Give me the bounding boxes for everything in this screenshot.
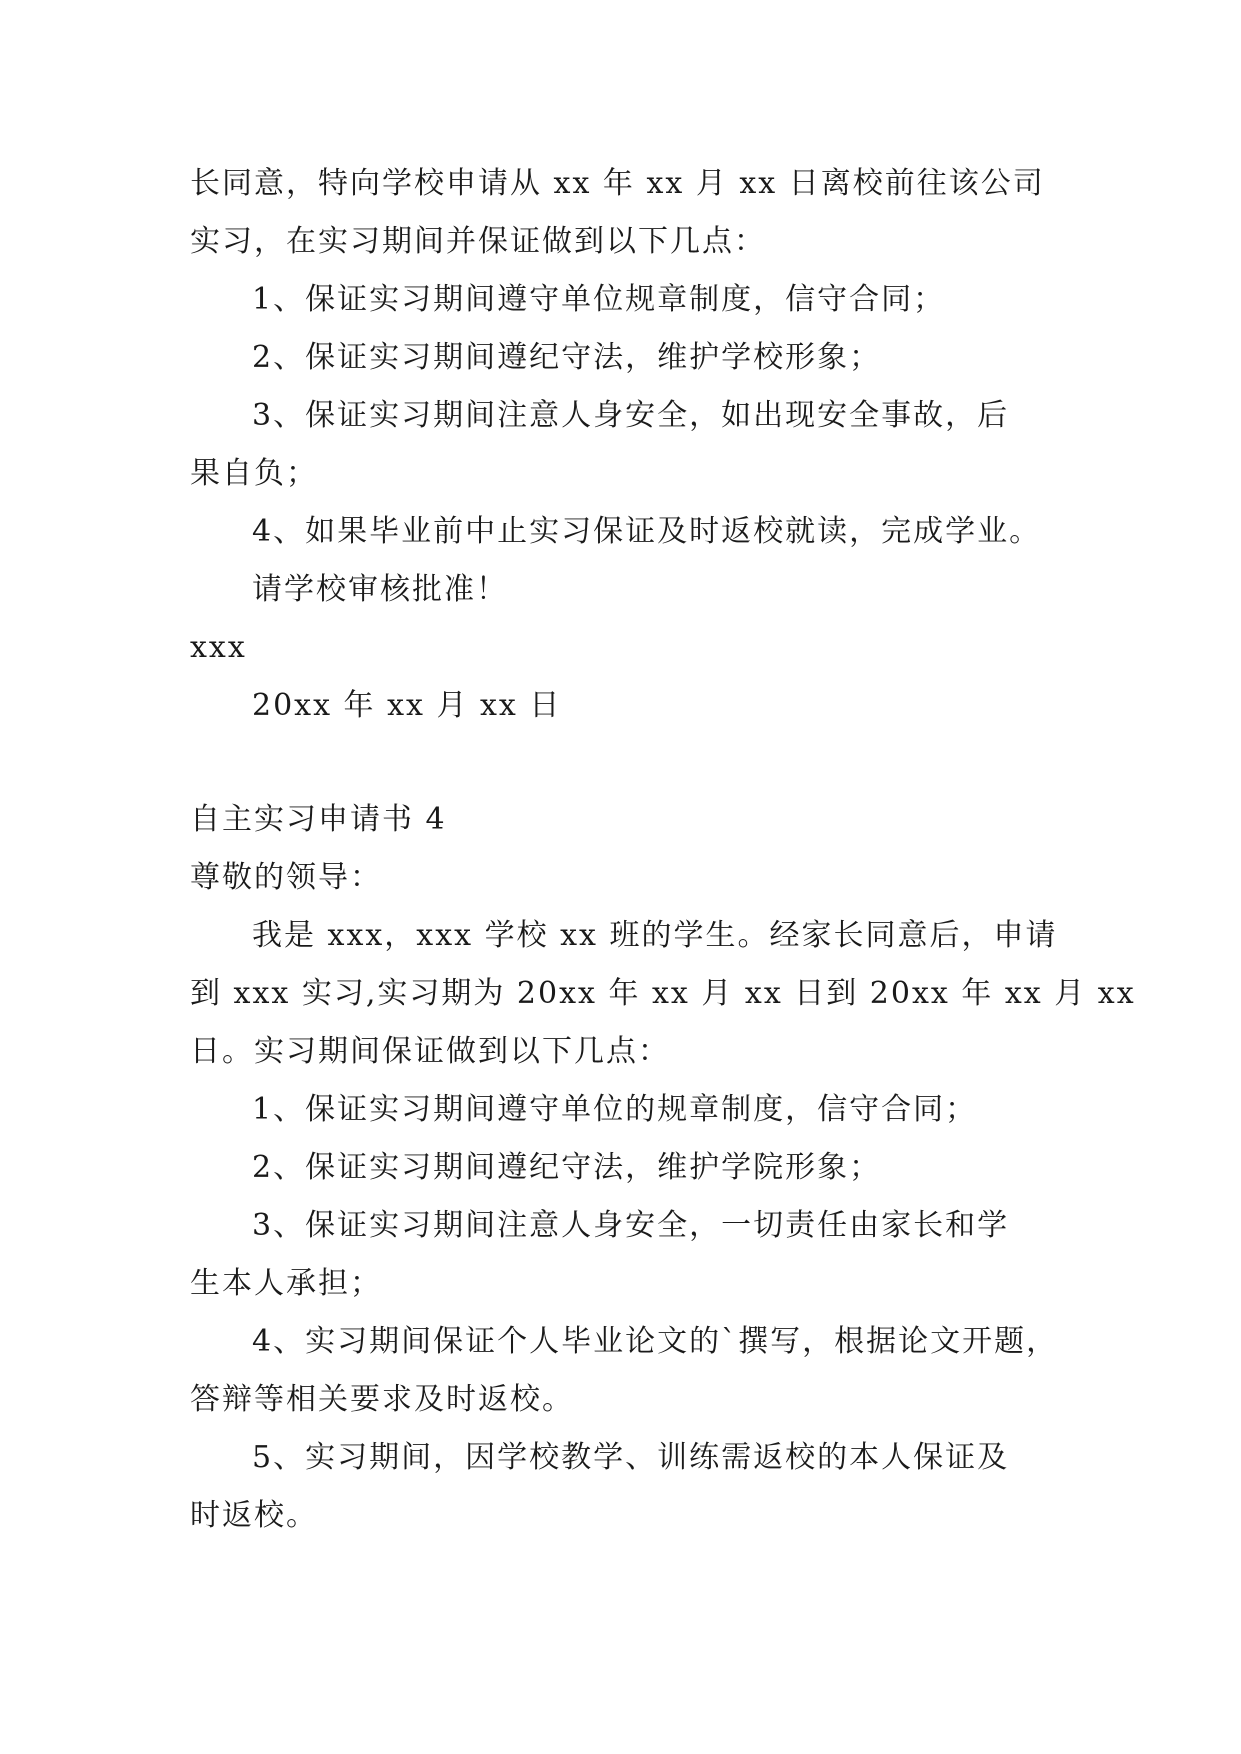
body-text-line: 长同意，特向学校申请从 xx 年 xx 月 xx 日离校前往该公司 [190,166,1045,201]
list-item: 2、保证实习期间遵纪守法，维护学院形象； [252,1150,882,1185]
list-item: 1、保证实习期间遵守单位规章制度，信守合同； [252,282,946,317]
body-text-line: 日。实习期间保证做到以下几点： [190,1034,670,1069]
signature-date: 20xx 年 xx 月 xx 日 [252,688,562,723]
list-item: 1、保证实习期间遵守单位的规章制度，信守合同； [252,1092,978,1127]
list-item: 5、实习期间，因学校教学、训练需返校的本人保证及 [252,1440,1010,1475]
list-item-continuation: 生本人承担； [190,1266,382,1301]
list-item-continuation: 果自负； [190,456,318,491]
list-item-continuation: 时返校。 [190,1498,318,1533]
list-item: 4、如果毕业前中止实习保证及时返校就读，完成学业。 [252,514,1042,549]
list-item: 3、保证实习期间注意人身安全，如出现安全事故，后 [252,398,1010,433]
list-item: 4、实习期间保证个人毕业论文的`撰写，根据论文开题， [252,1324,1059,1359]
closing-request: 请学校审核批准！ [252,572,508,607]
salutation: 尊敬的领导： [190,860,382,895]
list-item: 3、保证实习期间注意人身安全，一切责任由家长和学 [252,1208,1010,1243]
list-item: 2、保证实习期间遵纪守法，维护学校形象； [252,340,882,375]
body-text-line: 到 xxx 实习,实习期为 20xx 年 xx 月 xx 日到 20xx 年 xx 月 xx [190,976,1136,1011]
list-item-continuation: 答辩等相关要求及时返校。 [190,1382,574,1417]
body-text-line: 实习，在实习期间并保证做到以下几点： [190,224,766,259]
signature-name: xxx [190,630,247,665]
body-text-line: 我是 xxx，xxx 学校 xx 班的学生。经家长同意后，申请 [252,918,1058,953]
section-title: 自主实习申请书 4 [190,802,447,837]
